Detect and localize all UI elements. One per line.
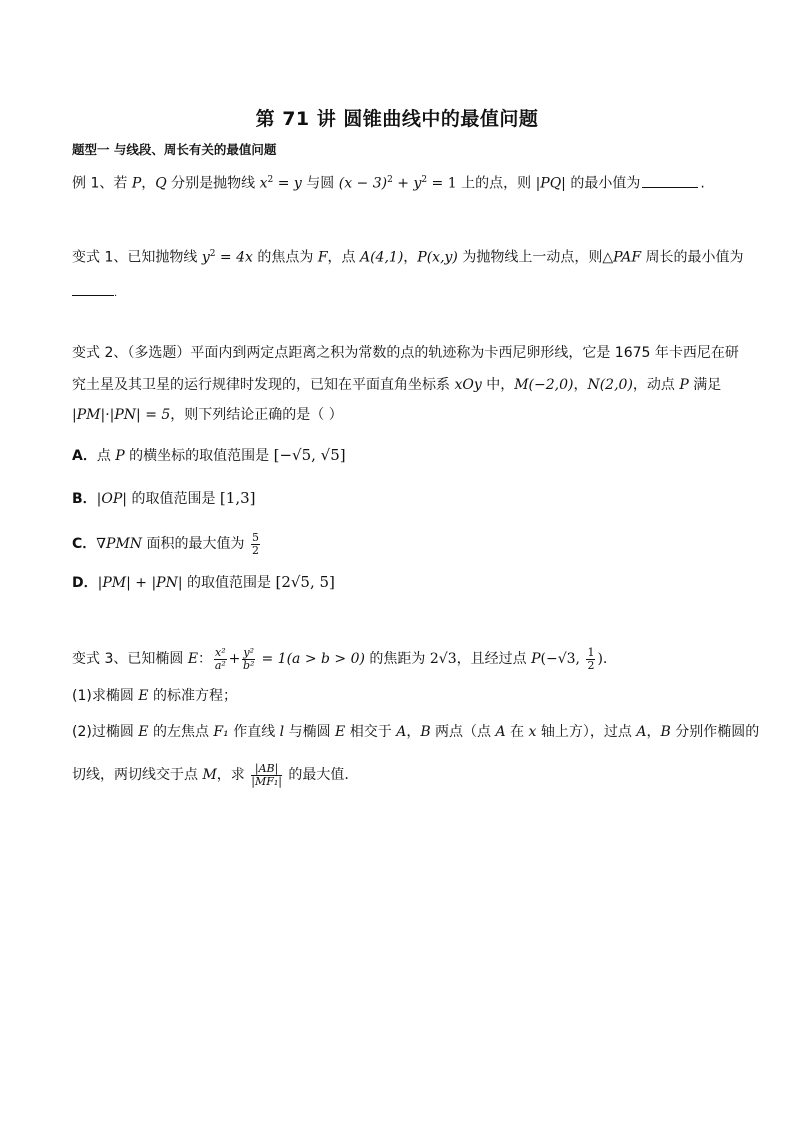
v3-ellipse-e: E: [187, 651, 199, 667]
v2-text-g: ，动点: [632, 377, 680, 393]
v3-p1-a: (1)求椭圆: [72, 688, 139, 704]
variant-1-answer-line: [72, 282, 117, 304]
v3-p2-e2: E: [335, 724, 346, 740]
ex1-parabola-x: x: [259, 175, 268, 192]
v3-text-e: 的焦距为: [364, 651, 430, 667]
v1-text-a: 变式 1、已知抛物线: [72, 249, 202, 266]
v3-p3-m: M: [202, 767, 217, 783]
variant-2-line-1: 变式 2、（多选题）平面内到两定点距离之积为常数的点的轨迹称为卡西尼卵形线，它是 1675 年卡西尼在研: [72, 345, 739, 361]
option-d-range: [2√5, 5]: [275, 573, 335, 591]
v3-p2-a1: A: [396, 724, 407, 740]
option-d-expr: |PM| + |PN|: [97, 575, 183, 591]
variant-2-line-3: [72, 405, 343, 425]
ex1-parabola-y: y: [293, 175, 302, 192]
option-d-text: 的取值范围是: [182, 575, 276, 591]
option-d: [72, 572, 335, 593]
v1-triangle: PAF: [613, 249, 642, 266]
option-c-label: C．: [72, 536, 97, 552]
page-title: 第 71 讲 圆锥曲线中的最值问题: [255, 108, 539, 130]
ex1-exp-1: 2: [267, 175, 274, 185]
v1-text-e: 的焦点为: [252, 249, 318, 266]
option-c-fraction: [251, 532, 260, 557]
v1-text-m: 周长的最小值为: [641, 249, 744, 266]
v1-eq: = 4x: [215, 249, 253, 266]
ex1-text-r: 的最小值为: [565, 175, 641, 192]
v3-p2-o: 在: [505, 724, 529, 740]
v3-p3-c: ，求: [216, 767, 250, 783]
v3-p3-den: |MF₁|: [251, 774, 282, 788]
option-b-text: 的取值范围是: [127, 491, 220, 507]
variant-2-line-2: [72, 375, 721, 395]
v3-point-coord-a: (−√3,: [540, 651, 585, 667]
v3-frac-x: [214, 647, 227, 672]
v1-point-p: P(x,y): [417, 249, 458, 266]
v3-part-2: [72, 722, 759, 742]
v3-p2-a3: A: [636, 724, 647, 740]
ex1-circle-part3: = 1: [427, 175, 457, 192]
ex1-text-p: 上的点，则: [456, 175, 536, 192]
v3-equation-rest: = 1(a > b > 0): [257, 651, 365, 667]
v1-text-k: 为抛物线上一动点，则△: [457, 249, 614, 266]
v3-frac-x-den: a²: [214, 658, 226, 672]
option-b-abs: |OP|: [96, 491, 128, 507]
v1-y: y: [201, 249, 210, 266]
ex1-var-q: Q: [155, 175, 167, 192]
v1-f: F: [317, 249, 328, 266]
option-b: [72, 488, 255, 509]
option-c-numerator: 5: [251, 530, 259, 544]
v2-condition: |PM|·|PN| = 5: [72, 407, 171, 423]
v3-p2-b2: B: [660, 724, 671, 740]
v2-text-i: 满足: [688, 377, 722, 393]
v3-half-num: 1: [587, 645, 595, 659]
ex1-text-e: 分别是抛物线: [166, 175, 260, 192]
option-c: [72, 530, 262, 558]
v3-frac-y: [242, 647, 255, 672]
v3-p2-a2: A: [495, 724, 506, 740]
option-a-var: P: [115, 448, 125, 464]
option-a-label: A．: [72, 448, 97, 464]
ex1-text-j: 与圆: [301, 175, 339, 192]
v3-p3-a: 切线，两切线交于点: [72, 767, 203, 783]
v3-p2-f1: F₁: [213, 724, 229, 740]
v3-p2-i: 相交于: [345, 724, 397, 740]
ex1-circle-part2: + y: [392, 175, 422, 192]
v1-exp: 2: [209, 249, 216, 259]
v3-p2-u: 分别作椭圆的: [670, 724, 760, 740]
ex1-exp-3: 2: [421, 175, 428, 185]
v3-p2-c: 的左焦点: [148, 724, 214, 740]
v3-point-coord-end: ).: [597, 651, 608, 667]
option-b-label: B．: [72, 491, 97, 507]
v3-p3-num: |AB|: [251, 763, 282, 776]
option-d-label: D．: [72, 575, 98, 591]
v3-p2-g: 与椭圆: [284, 724, 336, 740]
v3-text-g: ，且经过点: [456, 651, 532, 667]
ex1-period: .: [700, 175, 705, 192]
ex1-eq: =: [273, 175, 294, 192]
option-b-range: [1,3]: [219, 489, 256, 507]
v3-text-a: 变式 3、已知椭圆: [72, 651, 188, 667]
v3-half: [586, 647, 595, 672]
v3-text-c: ：: [198, 651, 213, 667]
option-a-text-a: 点: [96, 448, 116, 464]
section-heading: 题型一 与线段、周长有关的最值问题: [72, 142, 277, 157]
variant-3-line-1: [72, 644, 607, 674]
v1-text-i: ，: [403, 249, 418, 266]
v3-p2-e: 作直线: [228, 724, 280, 740]
v3-frac-x-num: x²: [215, 645, 226, 659]
v3-frac-y-den: b²: [242, 658, 255, 672]
v3-part-2-cont: [72, 760, 349, 790]
v1-text-g: ，点: [327, 249, 360, 266]
option-a-text-c: 的横坐标的取值范围是: [124, 448, 274, 464]
v2-question: ，则下列结论正确的是（ ）: [170, 407, 343, 423]
v3-p2-s: ，: [646, 724, 661, 740]
ex1-abs-pq: |PQ|: [535, 175, 566, 192]
v3-p2-x: x: [528, 724, 537, 740]
v3-p2-q: 轴上方），过点: [536, 724, 637, 740]
v3-p2-m: 两点（点: [430, 724, 496, 740]
option-c-denominator: 2: [251, 543, 259, 557]
v3-p1-c: 的标准方程；: [148, 688, 237, 704]
ex1-exp-2: 2: [387, 175, 393, 185]
option-a-range: [−√5, √5]: [273, 446, 346, 464]
v3-plus: +: [228, 651, 241, 667]
v2-text-a: 究土星及其卫星的运行规律时发现的，已知在平面直角坐标系: [72, 377, 455, 393]
ex1-var-p: P: [131, 175, 142, 192]
v1-answer-blank: [72, 285, 114, 296]
ex1-circle-part1: (x − 3): [338, 175, 388, 192]
v3-focal: 2√3: [429, 651, 457, 667]
ex1-answer-blank: [642, 173, 698, 188]
ex1-text-c: ，: [141, 175, 156, 192]
v3-point-p: P: [531, 651, 541, 667]
v3-p3-fraction: [251, 763, 282, 788]
v2-point-n: N(2,0): [587, 377, 633, 393]
option-c-text: 面积的最大值为: [142, 536, 249, 552]
v2-xoy: xOy: [454, 377, 482, 393]
v3-p2-b1: B: [420, 724, 431, 740]
v2-text-c: 中，: [481, 377, 515, 393]
v3-p1-e: E: [138, 688, 149, 704]
example-1: [72, 170, 705, 194]
v1-point-a: A(4,1): [359, 249, 404, 266]
v2-var-p: P: [679, 377, 689, 393]
v3-part-1: [72, 686, 237, 706]
v3-p2-k: ，: [406, 724, 421, 740]
variant-1: [72, 244, 744, 268]
v3-half-den: 2: [587, 658, 595, 672]
v3-p2-a: (2)过椭圆: [72, 724, 139, 740]
ex1-text-a: 例 1、若: [72, 175, 132, 192]
v2-text-e: ，: [573, 377, 588, 393]
v3-p2-line-l: l: [279, 724, 285, 740]
option-c-triangle: ∇PMN: [96, 536, 143, 552]
v3-p3-d: 的最大值.: [283, 767, 349, 783]
v3-p2-e1: E: [138, 724, 149, 740]
v2-point-m: M(−2,0): [514, 377, 574, 393]
option-a: [72, 445, 346, 466]
v1-period: .: [114, 288, 118, 299]
v3-frac-y-num: y²: [243, 645, 255, 659]
